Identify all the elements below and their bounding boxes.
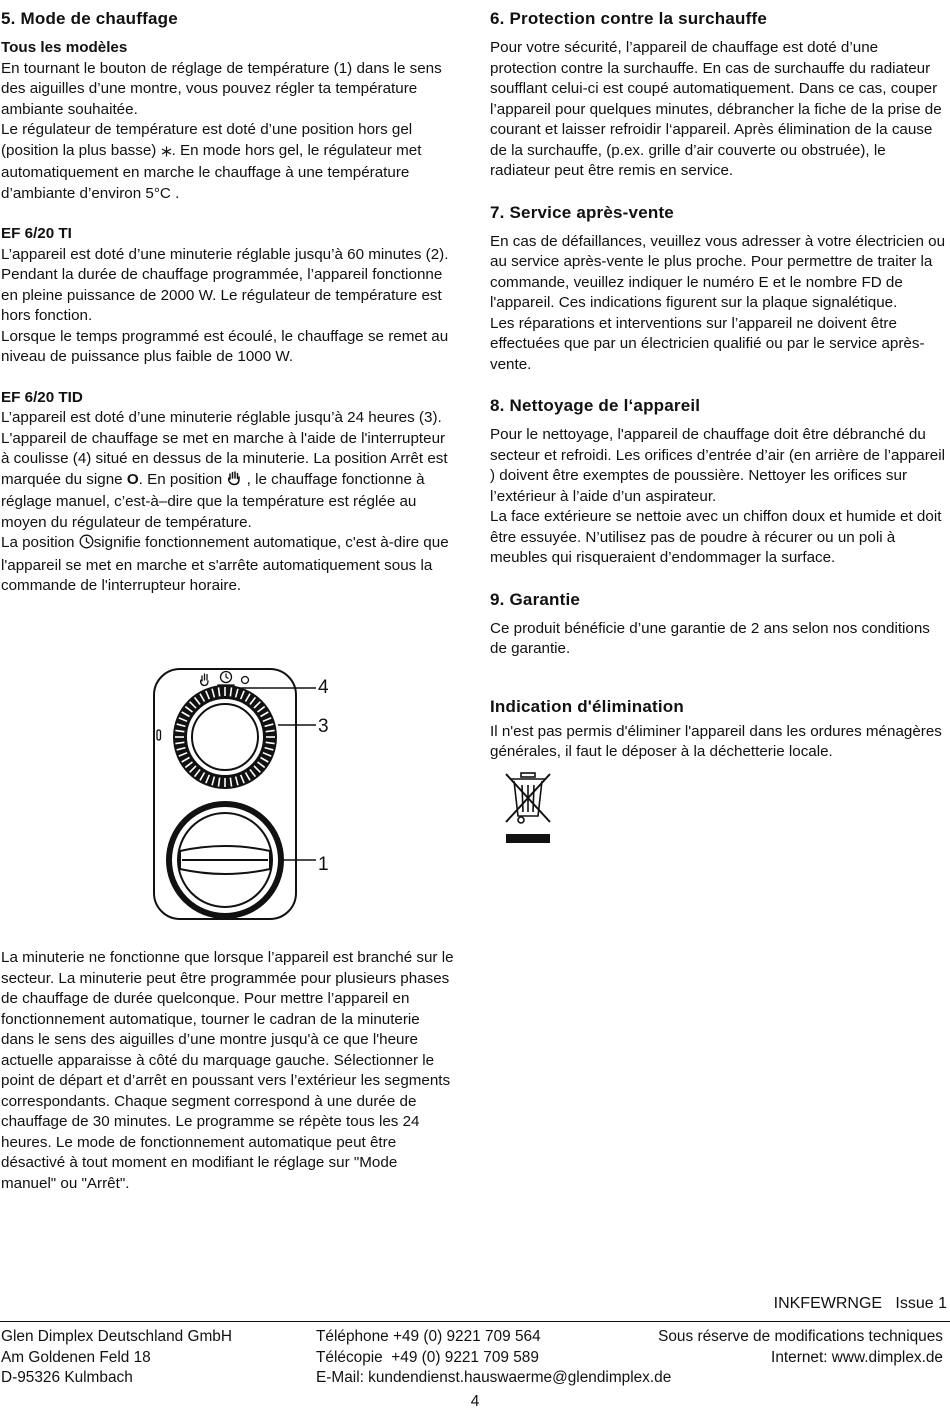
section-8-title: 8. Nettoyage de l‘appareil [490, 396, 701, 415]
email: E-Mail: kundendienst.hauswaerme@glendimplex.de [316, 1369, 672, 1386]
right-column [490, 8, 946, 763]
section-8-paragraph-2: La face extérieure se nettoie avec un chiffon doux et humide et doit être essuyée. N’utilisez pas de poudre à récurer ou un poli à meubles qui risqueraient d’endommager la surface. [490, 508, 942, 566]
city: D-95326 Kulmbach [1, 1369, 133, 1386]
all-models-heading: Tous les modèles [1, 39, 128, 56]
crossed-bin-icon [500, 770, 556, 850]
ti-paragraph-2: Pendant la durée de chauffage programmée, l’appareil fonctionne en pleine puissance de 2000 W. Le régulateur de température est hors fonction. [1, 266, 443, 324]
section-9-paragraph: Ce produit bénéficie d’une garantie de 2 ans selon nos conditions de garantie. [490, 619, 930, 657]
company-name: Glen Dimplex Deutschland GmbH [1, 1328, 232, 1345]
thermostat-timer-figure [150, 664, 350, 924]
tid-paragraph-3: La position signifie fonctionnement automatique, c'est à-dire que l'appareil se met en marche et s'arrête automatiquement sous la commande de l'interrupteur horaire. [1, 534, 449, 594]
page-number: 4 [470, 1393, 480, 1410]
snowflake-icon [161, 143, 172, 164]
disposal-paragraph: Il n'est pas permis d'éliminer l'appareil dans les ordures ménagères générales, il faut le déposer à la déchetterie locale. [490, 722, 942, 760]
phone: Téléphone +49 (0) 9221 709 564 [316, 1328, 541, 1345]
section-7-paragraph-2: Les réparations et interventions sur l’appareil ne doivent être effectuées que par un électricien qualifié ou par le service après-vente. [490, 314, 925, 373]
internet: Internet: www.dimplex.de [771, 1348, 943, 1366]
tid-paragraph-1: L’appareil est doté d’une minuterie réglable jusqu’à 24 heures (3). [1, 409, 442, 426]
disposal-title: Indication d'élimination [490, 696, 684, 716]
figure-label-4: 4 [318, 677, 329, 698]
all-models-paragraph-2: Le régulateur de température est doté d’une position hors gel (position la plus basse) . En mode hors gel, le régulateur met automatiquement en marche le chauffage à une température d’ambiante d’environ 5°C . [1, 121, 422, 202]
timer-dial [173, 685, 277, 789]
ti-paragraph-1: L’appareil est doté d’une minuterie réglable jusqu’à 60 minutes (2). [1, 245, 449, 263]
all-models-paragraph-1: En tournant le bouton de réglage de température (1) dans le sens des aiguilles d’une montre, vous pouvez régler ta température ambiante souhaitée. [1, 59, 442, 118]
section-7-paragraph-1: En cas de défaillances, veuillez vous adresser à votre électricien ou au service après-vente le plus proche. Pour permettre de traiter la commande, veuillez indiquer le numéro E et le nombre FD de l'appareil. Ces indications figurent sur la plaque signalétique. [490, 232, 946, 311]
figure-label-3: 3 [318, 716, 329, 737]
section-8-paragraph-1: Pour le nettoyage, l'appareil de chauffage doit être débranché du secteur et refroidi. Les orifices d’entrée d’air (en arrière de l’appareil ) doivent être exemptes de poussière. Nettoyer les orifices sur l’extérieur à l’aide d’un aspirateur. [490, 426, 946, 505]
section-6-paragraph: Pour votre sécurité, l’appareil de chauffage est doté d’une protection contre la surchauffe. En cas de surchauffe du radiateur soufflant celui-ci est coupé automatiquement. Dans ce cas, couper l’appareil pour quelques minutes, débrancher la fiche de la prise de courant et laisser refroidir l‘appareil. Après élimination de la cause de la surchauffe, (p.ex. grille d’air couverte ou obstruée), le radiateur peut être remis en service. [490, 39, 942, 179]
section-6-title: 6. Protection contre la surchauffe [490, 9, 767, 28]
hand-icon [226, 470, 242, 493]
section-5-title: 5. Mode de chauffage [1, 9, 178, 28]
clock-icon [79, 534, 94, 556]
ti-paragraph-3: Lorsque le temps programmé est écoulé, le chauffage se remet au niveau de puissance plus faible de 1000 W. [1, 327, 449, 365]
ti-heading: EF 6/20 TI [1, 225, 72, 242]
fax: Télécopie +49 (0) 9221 709 589 [316, 1348, 539, 1366]
temperature-knob [169, 804, 281, 916]
left-column [1, 8, 456, 597]
section-9-title: 9. Garantie [490, 589, 581, 609]
section-7-title: 7. Service après-vente [490, 202, 674, 222]
timer-paragraph: La minuterie ne fonctionne que lorsque l’appareil est branché sur le secteur. La minuterie peut être programmée pour plusieurs phases de chauffage de durée quelconque. Pour mettre l’appareil en fonctionnement automatique, tourner le cadran de la minuterie dans le sens des aiguilles d’une montre jusqu'à ce que l'heure actuelle apparaisse à côté du marquage gauche. Sélectionner le point de départ et d’arrêt en poussant vers l’extérieur les segments correspondants. Chaque segment correspond à une durée de chauffage de 30 minutes. Le programme se répète tous les 24 heures. Le mode de fonctionnement automatique peut être désactivé à tout moment en modifiant le réglage sur "Mode manuel" ou "Arrêt". [1, 949, 454, 1192]
technical-notice: Sous réserve de modifications techniques [658, 1328, 943, 1345]
figure-label-1: 1 [318, 854, 329, 875]
document-code: INKFEWRNGE Issue 1 [773, 1295, 947, 1312]
street: Am Goldenen Feld 18 [1, 1348, 151, 1366]
footer-divider [0, 1321, 950, 1322]
off-symbol: O [126, 470, 139, 488]
footer-address [1, 1327, 301, 1389]
tid-paragraph-2: L'appareil de chauffage se met en marche à l'aide de l'interrupteur à coulisse (4) situé en dessus de la minuterie. La position Arrêt est marquée du signe O. En position , le chauffage fonctionne à réglage manuel, c’est-à–dire que la température est réglée au moyen du régulateur de température. [1, 429, 448, 531]
footer-notice [623, 1327, 943, 1368]
tid-heading: EF 6/20 TID [1, 388, 83, 406]
